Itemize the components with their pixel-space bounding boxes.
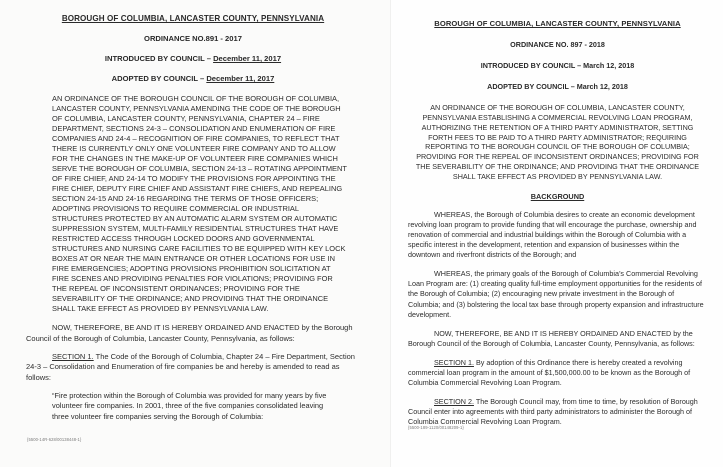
adopted-by-council-line: [26, 74, 360, 83]
section-1-paragraph: [26, 352, 360, 383]
whereas-clause-2: WHEREAS, the primary goals of the Borough of Columbia’s Commercial Revolving Loan Program are: (1) creating quality full-time employment opportunities for the residents of the Borough of Columbia; (2) encouraging new private investment in the Borough of Columbia; and (3) bolstering the local tax base through property expansion and infrastructure development.: [408, 269, 704, 319]
ordinance-number: ORDINANCE NO. 897 - 2018: [510, 40, 605, 49]
footer-document-code: {5500-14R-628/00138448-1}: [27, 437, 82, 442]
adopted-by-council-line: [408, 82, 707, 91]
introduced-date: March 12, 2018: [583, 61, 635, 70]
enacting-clause: NOW, THEREFORE, BE AND IT IS HEREBY ORDAINED AND ENACTED by the Borough Council of the Borough of Columbia, Lancaster County, Pennsylvania, as follows:: [408, 328, 695, 348]
adopted-date: March 12, 2018: [576, 82, 628, 91]
section-2-paragraph: [408, 397, 707, 427]
section-2-text: The Borough Council may, from time to time, by resolution of Borough Council enter into agreements with third party administrators to administer the Borough of Columbia Commercial Revolving Loan Program.: [408, 397, 698, 427]
introduced-by-council-line: [408, 61, 707, 70]
footer-document-code: {5500-189-1120/00148209-1}: [408, 425, 464, 430]
preamble-text: AN ORDINANCE OF THE BOROUGH COUNCIL OF THE BOROUGH OF COLUMBIA, LANCASTER COUNTY, PENNSYLVANIA AMENDING THE CODE OF THE BOROUGH OF COLUMBIA, LANCASTER COUNTY, PENNSYLVANIA, CHAPTER 24 – FIRE DEPARTMENT, SECTIONS 24-3 – CONSOLIDATION AND ENUMERATION OF FIRE COMPANIES AND 24-4 – RECOGNITION OF FIRE COMPANIES, TO REFLECT THAT THERE IS CURRENTLY ONLY ONE VOLUNTEER FIRE COMPANY AND TO ALLOW FOR THE CHANGES IN THE MAKE-UP OF VOLUNTEER FIRE COMPANIES WHICH SERVE THE BOROUGH OF COLUMBIA, SECTION 24-13 – ROTATING APPOINTMENT OF FIRE CHIEF, AND 24-14 TO MODIFY THE PROVISIONS FOR APPOINTING THE FIRE CHIEF, DEPUTY FIRE CHIEF AND ASSISTANT FIRE CHIEFS, AND REPEALING SECTION 24-15 AND 24-16 REGARDING THE TERMS OF THOSE OFFICERS; ADOPTING PROVISIONS TO REQUIRE COMMERCIAL OR INDUSTRIAL STRUCTURES PROTECTED BY AN AUTOMATIC ALARM SYSTEM OR AUTOMATIC SUPPRESSION SYSTEM, MULTI-FAMILY RESIDENTIAL STRUCTURES THAT HAVE RESTRICTED ACCESS THROUGH LOCKED DOORS AND GOVERNMENTAL STRUCTURES AND NURSING CARE FACILITIES TO BE EQUIPPED WITH KEY LOCK BOXES AT OR NEAR THE MAIN ENTRANCE OR OTHER LOCATIONS FOR USE IN FIRE EMERGENCIES; ADOPTING PROVISIONS PROHIBITION SOLICITATION AT FIRE SCENES AND PROVIDING PENALTIES FOR VIOLATIONS; PROVIDING FOR THE REPEAL OF INCONSISTENT ORDINANCES; PROVIDING FOR THE SEVERABILITY OF THE ORDINANCE; AND PROVIDING THAT THE ORDINANCE SHALL TAKE EFFECT AS PROVIDED BY PENNSYLVANIA LAW.: [52, 94, 347, 314]
quoted-amendment-text: “Fire protection within the Borough of Columbia was provided for many years by five volunteer fire companies. In 2001, three of the five companies consolidated leaving three volunteer fire companies serving the Borough of Columbia:: [52, 391, 327, 421]
ordinance-number: ORDINANCE NO.891 - 2017: [144, 34, 242, 43]
adopted-label: ADOPTED BY COUNCIL –: [487, 82, 577, 91]
background-heading: BACKGROUND: [530, 191, 585, 201]
adopted-label: ADOPTED BY COUNCIL –: [111, 74, 207, 83]
introduced-label: INTRODUCED BY COUNCIL –: [104, 54, 214, 63]
section-2-label: SECTION 2.: [434, 397, 474, 407]
section-1-label: SECTION 1.: [52, 352, 94, 362]
preamble-paragraph: [26, 94, 360, 314]
adopted-date: December 11, 2017: [206, 74, 275, 83]
introduced-label: INTRODUCED BY COUNCIL –: [480, 61, 584, 70]
section-1-text: The Code of the Borough of Columbia, Chapter 24 – Fire Department, Section 24-3 – Consolidation and Enumeration of fire companies be and hereby is amended to read as follows:: [26, 352, 355, 382]
introduced-by-council-line: [26, 54, 360, 63]
page-title: BOROUGH OF COLUMBIA, LANCASTER COUNTY, PENNSYLVANIA: [61, 14, 325, 23]
section-1-paragraph: [408, 358, 707, 388]
section-1-label: SECTION 1.: [434, 357, 474, 367]
whereas-clause-1: WHEREAS, the Borough of Columbia desires to create an economic development revolving loan program to provide funding that will encourage the purchase, ownership and renovation of commercial and industrial buildings within the Borough of Columbia with a specific interest in the development, retention and expansion of businesses within the downtown and riverfront districts of the Borough; and: [408, 209, 697, 260]
section-1-text: By adoption of this Ordinance there is hereby created a revolving commercial loan program in the amount of $1,500,000.00 to be known as the Borough of Columbia Commercial Revolving Loan Program.: [408, 357, 691, 387]
introduced-date: December 11, 2017: [213, 54, 282, 63]
enacting-clause: NOW, THEREFORE, BE AND IT IS HEREBY ORDAINED AND ENACTED by the Borough Council of the Borough of Columbia, Lancaster County, Pennsylvania, as follows:: [26, 323, 353, 343]
page-title: BOROUGH OF COLUMBIA, LANCASTER COUNTY, PENNSYLVANIA: [434, 19, 681, 28]
document-page-ordinance-897: [390, 0, 723, 467]
preamble-paragraph: AN ORDINANCE OF THE BOROUGH OF COLUMBIA, LANCASTER COUNTY, PENNSYLVANIA ESTABLISHING A COMMERCIAL REVOLVING LOAN PROGRAM, AUTHORIZING THE RETENTION OF A THIRD PARTY ADMINISTRATOR, SETTING FORTH FEES TO BE PAID TO A THIRD PARTY ADMINISTRATOR; REQUIRING REPORTING TO THE BOROUGH COUNCIL OF THE BOROUGH OF COLUMBIA; PROVIDING FOR THE REPEAL OF INCONSISTENT ORDINANCES; PROVIDING FOR THE SEVERABILITY OF THE ORDINANCE; AND PROVIDING THAT THE ORDINANCE SHALL TAKE EFFECT AS PROVIDED BY PENNSYLVANIA LAW.: [415, 103, 700, 182]
